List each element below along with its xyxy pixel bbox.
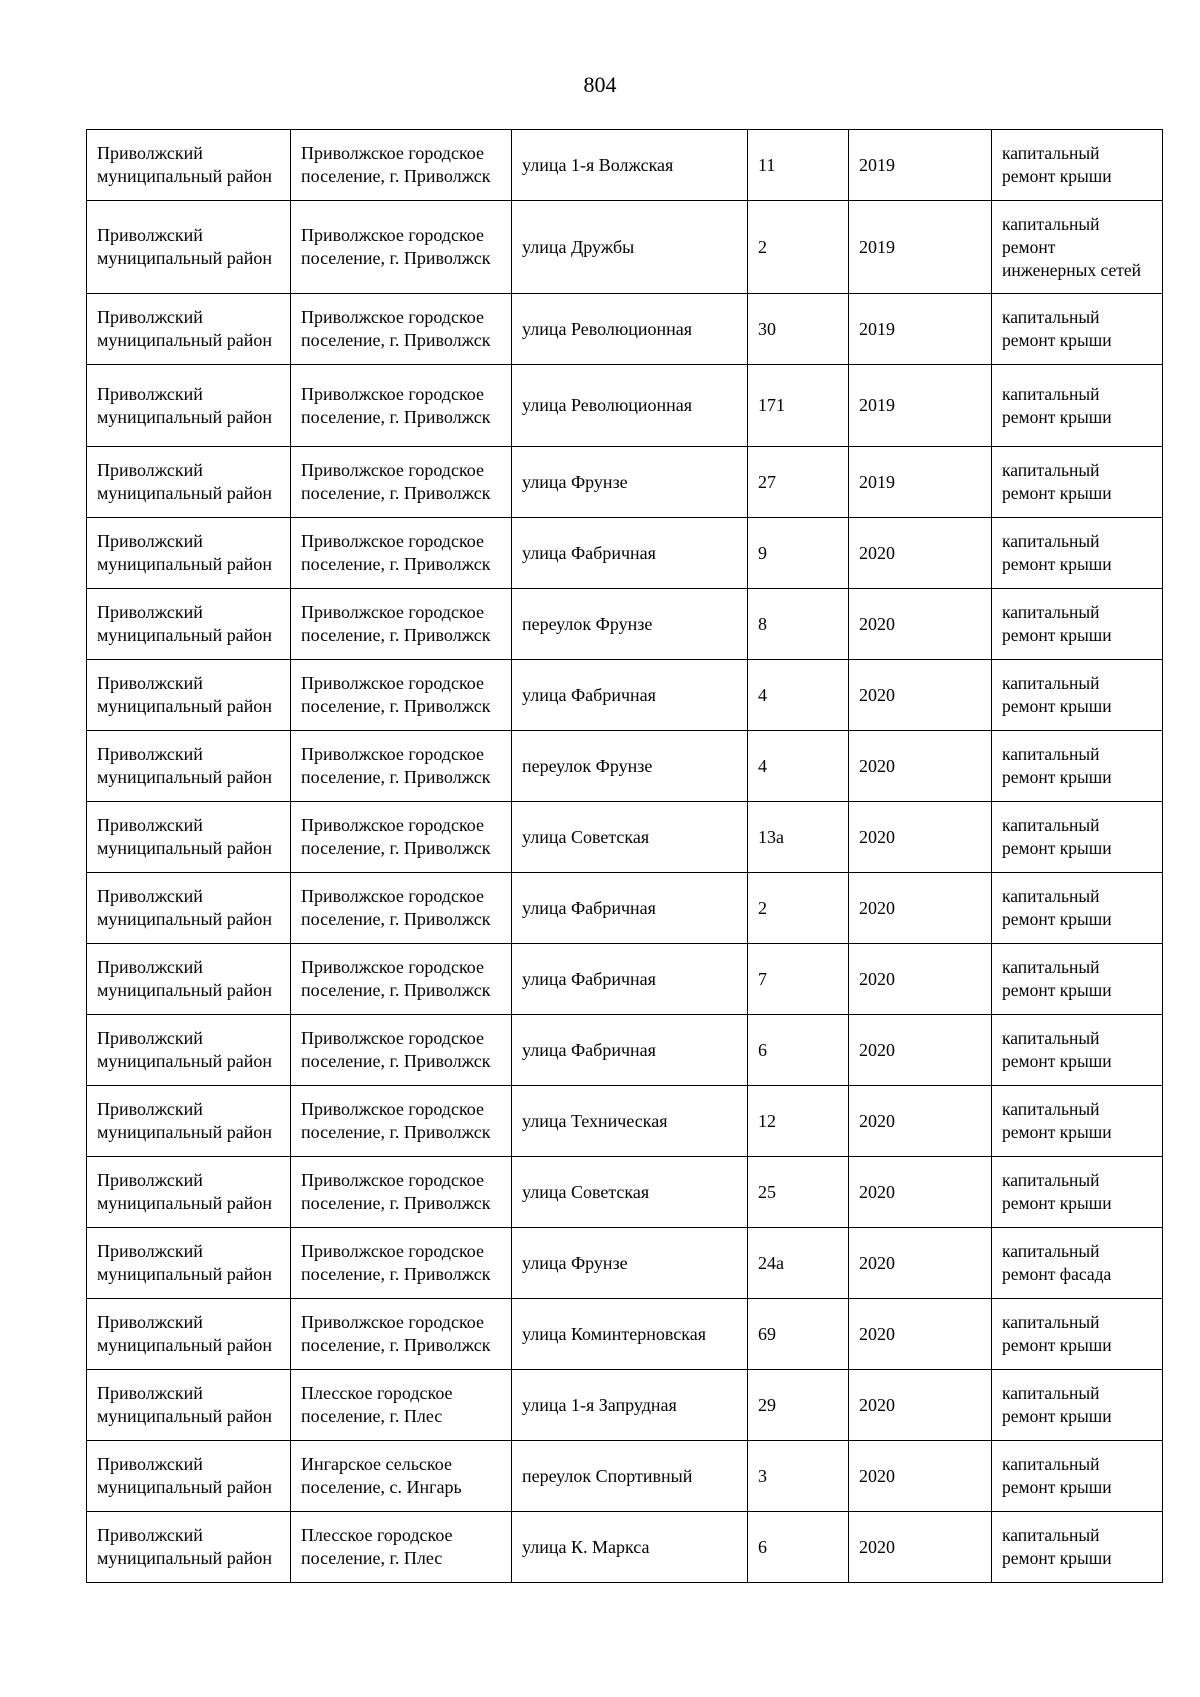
settlement-cell: Приволжское городское поселение, г. Приволжск — [291, 944, 512, 1015]
table-row — [87, 1299, 1163, 1370]
house-number-cell: 6 — [748, 1512, 849, 1583]
table-row — [87, 1015, 1163, 1086]
year-cell: 2020 — [849, 1015, 992, 1086]
work-type-cell: капитальный ремонт крыши — [992, 1370, 1163, 1441]
settlement-cell: Приволжское городское поселение, г. Приволжск — [291, 1299, 512, 1370]
street-cell: переулок Спортивный — [512, 1441, 748, 1512]
street-cell: улица Фрунзе — [512, 1228, 748, 1299]
street-cell: улица Фабричная — [512, 1015, 748, 1086]
table-row — [87, 1086, 1163, 1157]
house-number-cell: 6 — [748, 1015, 849, 1086]
table-row — [87, 589, 1163, 660]
year-cell: 2019 — [849, 294, 992, 365]
work-type-cell: капитальный ремонт крыши — [992, 944, 1163, 1015]
settlement-cell: Приволжское городское поселение, г. Приволжск — [291, 1228, 512, 1299]
house-number-cell: 29 — [748, 1370, 849, 1441]
street-cell: переулок Фрунзе — [512, 589, 748, 660]
work-type-cell: капитальный ремонт крыши — [992, 447, 1163, 518]
district-cell: Приволжский муниципальный район — [87, 1370, 291, 1441]
year-cell: 2020 — [849, 660, 992, 731]
street-cell: улица Дружбы — [512, 201, 748, 294]
street-cell: улица Фабричная — [512, 518, 748, 589]
settlement-cell: Приволжское городское поселение, г. Приволжск — [291, 518, 512, 589]
year-cell: 2019 — [849, 365, 992, 447]
street-cell: улица Техническая — [512, 1086, 748, 1157]
table-row — [87, 518, 1163, 589]
year-cell: 2019 — [849, 130, 992, 201]
district-cell: Приволжский муниципальный район — [87, 944, 291, 1015]
house-number-cell: 4 — [748, 731, 849, 802]
house-number-cell: 11 — [748, 130, 849, 201]
settlement-cell: Приволжское городское поселение, г. Приволжск — [291, 731, 512, 802]
settlement-cell: Приволжское городское поселение, г. Приволжск — [291, 130, 512, 201]
house-number-cell: 8 — [748, 589, 849, 660]
work-type-cell: капитальный ремонт крыши — [992, 589, 1163, 660]
table-row — [87, 294, 1163, 365]
settlement-cell: Приволжское городское поселение, г. Приволжск — [291, 1086, 512, 1157]
settlement-cell: Приволжское городское поселение, г. Приволжск — [291, 589, 512, 660]
settlement-cell: Плесское городское поселение, г. Плес — [291, 1512, 512, 1583]
district-cell: Приволжский муниципальный район — [87, 1228, 291, 1299]
table-row — [87, 1370, 1163, 1441]
house-number-cell: 27 — [748, 447, 849, 518]
street-cell: улица Коминтерновская — [512, 1299, 748, 1370]
year-cell: 2020 — [849, 944, 992, 1015]
settlement-cell: Ингарское сельское поселение, с. Ингарь — [291, 1441, 512, 1512]
district-cell: Приволжский муниципальный район — [87, 201, 291, 294]
settlement-cell: Приволжское городское поселение, г. Приволжск — [291, 1015, 512, 1086]
year-cell: 2020 — [849, 1086, 992, 1157]
street-cell: улица Фабричная — [512, 944, 748, 1015]
work-type-cell: капитальный ремонт крыши — [992, 873, 1163, 944]
work-type-cell: капитальный ремонт крыши — [992, 294, 1163, 365]
house-number-cell: 24а — [748, 1228, 849, 1299]
street-cell: улица Революционная — [512, 365, 748, 447]
street-cell: переулок Фрунзе — [512, 731, 748, 802]
table-row — [87, 447, 1163, 518]
street-cell: улица Фабричная — [512, 660, 748, 731]
year-cell: 2019 — [849, 447, 992, 518]
district-cell: Приволжский муниципальный район — [87, 1086, 291, 1157]
house-number-cell: 13а — [748, 802, 849, 873]
work-type-cell: капитальный ремонт крыши — [992, 660, 1163, 731]
district-cell: Приволжский муниципальный район — [87, 873, 291, 944]
table-row — [87, 660, 1163, 731]
work-type-cell: капитальный ремонт крыши — [992, 1441, 1163, 1512]
settlement-cell: Приволжское городское поселение, г. Приволжск — [291, 447, 512, 518]
work-type-cell: капитальный ремонт крыши — [992, 1157, 1163, 1228]
district-cell: Приволжский муниципальный район — [87, 365, 291, 447]
year-cell: 2020 — [849, 1370, 992, 1441]
house-number-cell: 9 — [748, 518, 849, 589]
settlement-cell: Приволжское городское поселение, г. Приволжск — [291, 365, 512, 447]
work-type-cell: капитальный ремонт крыши — [992, 365, 1163, 447]
page-number: 804 — [583, 72, 617, 97]
district-cell: Приволжский муниципальный район — [87, 1299, 291, 1370]
repair-register-table — [86, 129, 1163, 1583]
street-cell: улица Советская — [512, 1157, 748, 1228]
street-cell: улица 1-я Запрудная — [512, 1370, 748, 1441]
settlement-cell: Приволжское городское поселение, г. Приволжск — [291, 660, 512, 731]
district-cell: Приволжский муниципальный район — [87, 1441, 291, 1512]
house-number-cell: 30 — [748, 294, 849, 365]
year-cell: 2020 — [849, 873, 992, 944]
district-cell: Приволжский муниципальный район — [87, 802, 291, 873]
year-cell: 2020 — [849, 1299, 992, 1370]
table-row — [87, 1157, 1163, 1228]
district-cell: Приволжский муниципальный район — [87, 1157, 291, 1228]
work-type-cell: капитальный ремонт крыши — [992, 1086, 1163, 1157]
house-number-cell: 3 — [748, 1441, 849, 1512]
table-row — [87, 201, 1163, 294]
settlement-cell: Приволжское городское поселение, г. Приволжск — [291, 1157, 512, 1228]
work-type-cell: капитальный ремонт крыши — [992, 130, 1163, 201]
table-row — [87, 873, 1163, 944]
house-number-cell: 12 — [748, 1086, 849, 1157]
work-type-cell: капитальный ремонт крыши — [992, 1512, 1163, 1583]
work-type-cell: капитальный ремонт инженерных сетей — [992, 201, 1163, 294]
year-cell: 2020 — [849, 731, 992, 802]
district-cell: Приволжский муниципальный район — [87, 518, 291, 589]
house-number-cell: 25 — [748, 1157, 849, 1228]
work-type-cell: капитальный ремонт крыши — [992, 1299, 1163, 1370]
year-cell: 2020 — [849, 1441, 992, 1512]
work-type-cell: капитальный ремонт крыши — [992, 731, 1163, 802]
year-cell: 2019 — [849, 201, 992, 294]
district-cell: Приволжский муниципальный район — [87, 589, 291, 660]
year-cell: 2020 — [849, 1228, 992, 1299]
table-row — [87, 1441, 1163, 1512]
street-cell: улица 1-я Волжская — [512, 130, 748, 201]
district-cell: Приволжский муниципальный район — [87, 731, 291, 802]
district-cell: Приволжский муниципальный район — [87, 294, 291, 365]
house-number-cell: 2 — [748, 873, 849, 944]
settlement-cell: Приволжское городское поселение, г. Приволжск — [291, 802, 512, 873]
street-cell: улица Революционная — [512, 294, 748, 365]
table-row — [87, 365, 1163, 447]
year-cell: 2020 — [849, 518, 992, 589]
district-cell: Приволжский муниципальный район — [87, 660, 291, 731]
house-number-cell: 4 — [748, 660, 849, 731]
work-type-cell: капитальный ремонт крыши — [992, 518, 1163, 589]
house-number-cell: 7 — [748, 944, 849, 1015]
table-row — [87, 1228, 1163, 1299]
district-cell: Приволжский муниципальный район — [87, 130, 291, 201]
year-cell: 2020 — [849, 1157, 992, 1228]
table-row — [87, 130, 1163, 201]
table-row — [87, 1512, 1163, 1583]
work-type-cell: капитальный ремонт крыши — [992, 802, 1163, 873]
table-row — [87, 802, 1163, 873]
street-cell: улица Фабричная — [512, 873, 748, 944]
street-cell: улица Советская — [512, 802, 748, 873]
work-type-cell: капитальный ремонт крыши — [992, 1015, 1163, 1086]
street-cell: улица К. Маркса — [512, 1512, 748, 1583]
street-cell: улица Фрунзе — [512, 447, 748, 518]
year-cell: 2020 — [849, 802, 992, 873]
district-cell: Приволжский муниципальный район — [87, 1512, 291, 1583]
year-cell: 2020 — [849, 1512, 992, 1583]
table-row — [87, 944, 1163, 1015]
table-row — [87, 731, 1163, 802]
settlement-cell: Плесское городское поселение, г. Плес — [291, 1370, 512, 1441]
house-number-cell: 69 — [748, 1299, 849, 1370]
house-number-cell: 171 — [748, 365, 849, 447]
table-body — [87, 130, 1163, 1583]
district-cell: Приволжский муниципальный район — [87, 447, 291, 518]
settlement-cell: Приволжское городское поселение, г. Приволжск — [291, 873, 512, 944]
year-cell: 2020 — [849, 589, 992, 660]
work-type-cell: капитальный ремонт фасада — [992, 1228, 1163, 1299]
settlement-cell: Приволжское городское поселение, г. Приволжск — [291, 201, 512, 294]
house-number-cell: 2 — [748, 201, 849, 294]
settlement-cell: Приволжское городское поселение, г. Приволжск — [291, 294, 512, 365]
district-cell: Приволжский муниципальный район — [87, 1015, 291, 1086]
